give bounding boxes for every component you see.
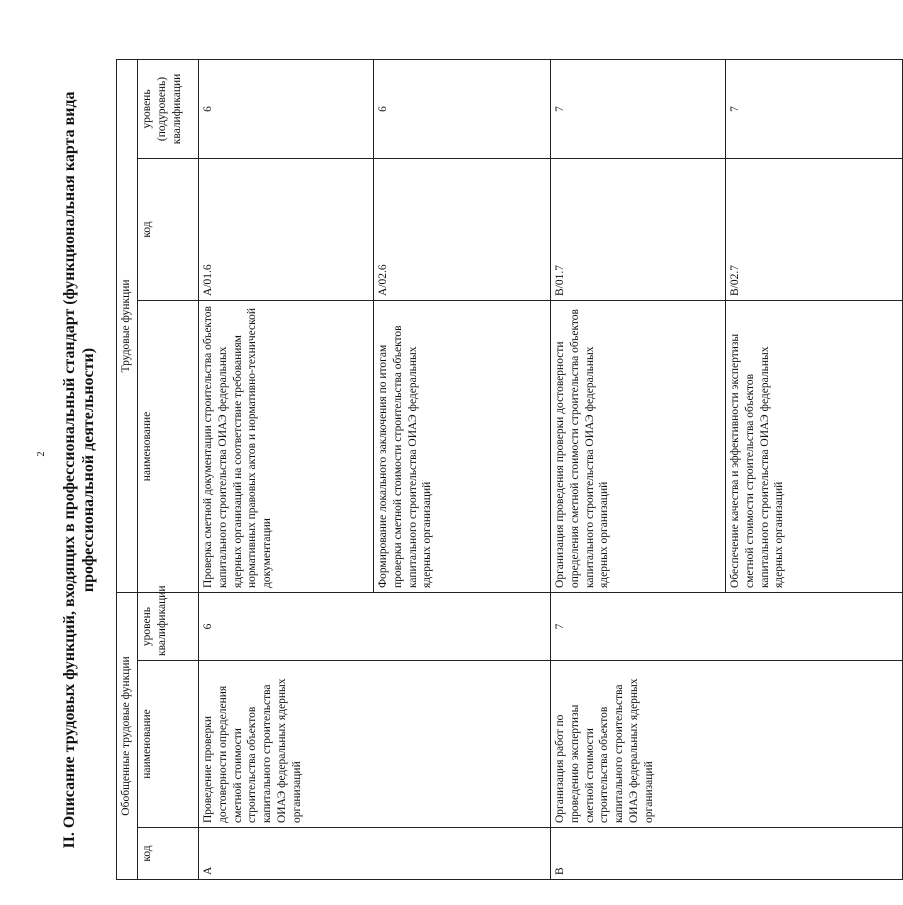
labor-function-level: 7: [551, 59, 726, 158]
header-name: наименование: [138, 661, 199, 828]
gen-function-level: 7: [551, 592, 903, 660]
labor-function-code: B/02.7: [726, 158, 903, 300]
labor-function-code: A/02.6: [374, 158, 551, 300]
section-title-line-1: II. Описание трудовых функций, входящих в профессиональный стандарт (функциональная карта вида: [61, 91, 78, 849]
labor-function-level: 7: [726, 59, 903, 158]
section-title: [60, 60, 98, 880]
labor-function-code: B/01.7: [551, 158, 726, 300]
gen-function-code: B: [551, 828, 903, 880]
header-code: код: [138, 828, 199, 880]
rotated-page: [60, 60, 786, 880]
labor-function-name: Обеспечение качества и эффективности экспертизы сметной стоимости строительства объектов капитального строительства ОИАЭ федеральных ядерных организаций: [726, 300, 903, 592]
header-labor-functions: Трудовые функции: [117, 59, 138, 592]
labor-function-level: 6: [374, 59, 551, 158]
gen-function-code: A: [199, 828, 551, 880]
labor-function-name: Формирование локального заключения по итогам проверки сметной стоимости строительства объектов капитального строительства ОИАЭ федеральных ядерных организаций: [374, 300, 551, 592]
labor-function-level: 6: [199, 59, 374, 158]
gen-function-name: Организация работ по проведению экспертизы сметной стоимости строительства объектов капитального строительства ОИАЭ федеральных ядерных организаций: [551, 661, 903, 828]
header-generalized-functions: Обобщенные трудовые функции: [117, 592, 138, 879]
functional-map-table: [116, 59, 903, 880]
labor-function-code: A/01.6: [199, 158, 374, 300]
labor-function-name: Организация проведения проверки достоверности определения сметной стоимости строительства объектов капитального строительства ОИАЭ федеральных ядерных организаций: [551, 300, 726, 592]
header-sublevel: уровень (подуровень) квалификации: [138, 59, 199, 158]
gen-function-level: 6: [199, 592, 551, 660]
section-title-line-2: профессиональной деятельности): [80, 347, 97, 593]
header-code-2: код: [138, 158, 199, 300]
table-row: [199, 59, 374, 879]
labor-function-name: Проверка сметной документации строительства объектов капитального строительства ОИАЭ федеральных ядерных организаций на соответствие требованиям нормативных правовых актов и нормативно-технической документации: [199, 300, 374, 592]
gen-function-name: Проведение проверки достоверности определения сметной стоимости строительства объектов капитального строительства ОИАЭ федеральных ядерных организаций: [199, 661, 551, 828]
header-name-2: наименование: [138, 300, 199, 592]
header-level: уровень квалификации: [138, 592, 199, 660]
page-number: 2: [36, 451, 47, 457]
table-row: [551, 59, 726, 879]
